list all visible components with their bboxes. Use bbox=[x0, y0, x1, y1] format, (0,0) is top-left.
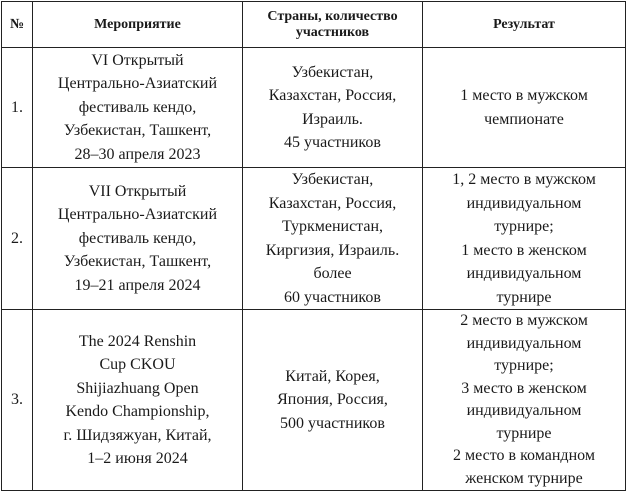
header-result: Результат bbox=[423, 2, 626, 48]
row-event: VII Открытый Центрально-Азиатский фестиваль кендо, Узбекистан, Ташкент, 19–21 апреля 2024 bbox=[33, 168, 243, 310]
row-num: 3. bbox=[2, 310, 33, 491]
row-result: 1, 2 место в мужском индивидуальном турнире; 1 место в женском индивидуальном турнире bbox=[423, 168, 626, 310]
table-row bbox=[2, 310, 626, 491]
header-num: № bbox=[2, 2, 33, 48]
table-header-row bbox=[2, 2, 626, 48]
row-countries: Узбекистан, Казахстан, Россия, Туркменистан, Киргизия, Израиль. более 60 участников bbox=[243, 168, 423, 310]
row-countries: Узбекистан, Казахстан, Россия, Израиль. 45 участников bbox=[243, 48, 423, 168]
row-result: 2 место в мужском индивидуальном турнире; 3 место в женском индивидуальном турнире 2 место в командном женском турнире bbox=[423, 310, 626, 491]
row-event: The 2024 Renshin Cup CKOU Shijiazhuang Open Kendo Championship, г. Шидзяжуан, Китай, 1–2 июня 2024 bbox=[33, 310, 243, 491]
row-result: 1 место в мужском чемпионате bbox=[423, 48, 626, 168]
row-num: 2. bbox=[2, 168, 33, 310]
row-num: 1. bbox=[2, 48, 33, 168]
header-countries: Страны, количество участников bbox=[243, 2, 423, 48]
row-event: VI Открытый Центрально-Азиатский фестиваль кендо, Узбекистан, Ташкент, 28–30 апреля 2023 bbox=[33, 48, 243, 168]
header-event: Мероприятие bbox=[33, 2, 243, 48]
table-row bbox=[2, 48, 626, 168]
table-row bbox=[2, 168, 626, 310]
results-table bbox=[1, 1, 626, 491]
row-countries: Китай, Корея, Япония, Россия, 500 участников bbox=[243, 310, 423, 491]
